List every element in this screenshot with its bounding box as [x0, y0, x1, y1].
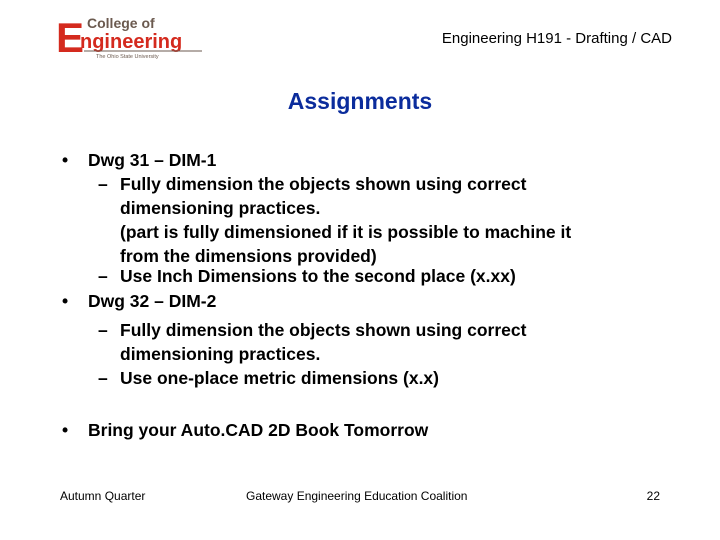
page-number: 22 — [646, 489, 660, 503]
sub-bullet — [98, 366, 658, 390]
svg-text:College of: College of — [87, 15, 155, 31]
bullet-marker: • — [62, 150, 69, 170]
sub-bullet-marker: – — [98, 266, 108, 286]
svg-text:The Ohio State University: The Ohio State University — [96, 54, 159, 60]
svg-text:ngineering: ngineering — [80, 31, 183, 53]
college-of-engineering-logo — [56, 12, 206, 60]
sub-bullet-line: from the dimensions provided) — [120, 246, 377, 266]
sub-bullet-line: dimensioning practices. — [120, 198, 321, 218]
bullet-text: Dwg 31 – DIM-1 — [88, 150, 217, 170]
sub-bullet-line: Fully dimension the objects shown using correct — [120, 320, 527, 340]
sub-bullet-marker: – — [98, 320, 108, 340]
sub-bullet-line: dimensioning practices. — [120, 344, 321, 364]
sub-bullet-line: Fully dimension the objects shown using correct — [120, 174, 527, 194]
sub-bullet-marker: – — [98, 174, 108, 194]
bullet-marker: • — [62, 291, 69, 311]
sub-bullet-line: Use Inch Dimensions to the second place (x.xx) — [120, 266, 516, 286]
sub-bullet-line: (part is fully dimensioned if it is possible to machine it — [120, 222, 572, 242]
sub-bullet-marker: – — [98, 368, 108, 388]
svg-text:E: E — [56, 14, 85, 60]
slide-title: Assignments — [287, 88, 433, 114]
sub-bullet — [98, 264, 658, 288]
course-title: Engineering H191 - Drafting / CAD — [441, 30, 672, 47]
sub-bullet — [98, 172, 658, 268]
sub-bullet — [98, 318, 658, 366]
bullet-marker: • — [62, 420, 69, 440]
bullet-text: Bring your Auto.CAD 2D Book Tomorrow — [88, 420, 429, 440]
sub-bullet-line: Use one-place metric dimensions (x.x) — [120, 368, 439, 388]
bullet-text: Dwg 32 – DIM-2 — [88, 291, 217, 311]
footer-coalition: Gateway Engineering Education Coalition — [246, 489, 468, 503]
footer-quarter: Autumn Quarter — [60, 489, 146, 503]
